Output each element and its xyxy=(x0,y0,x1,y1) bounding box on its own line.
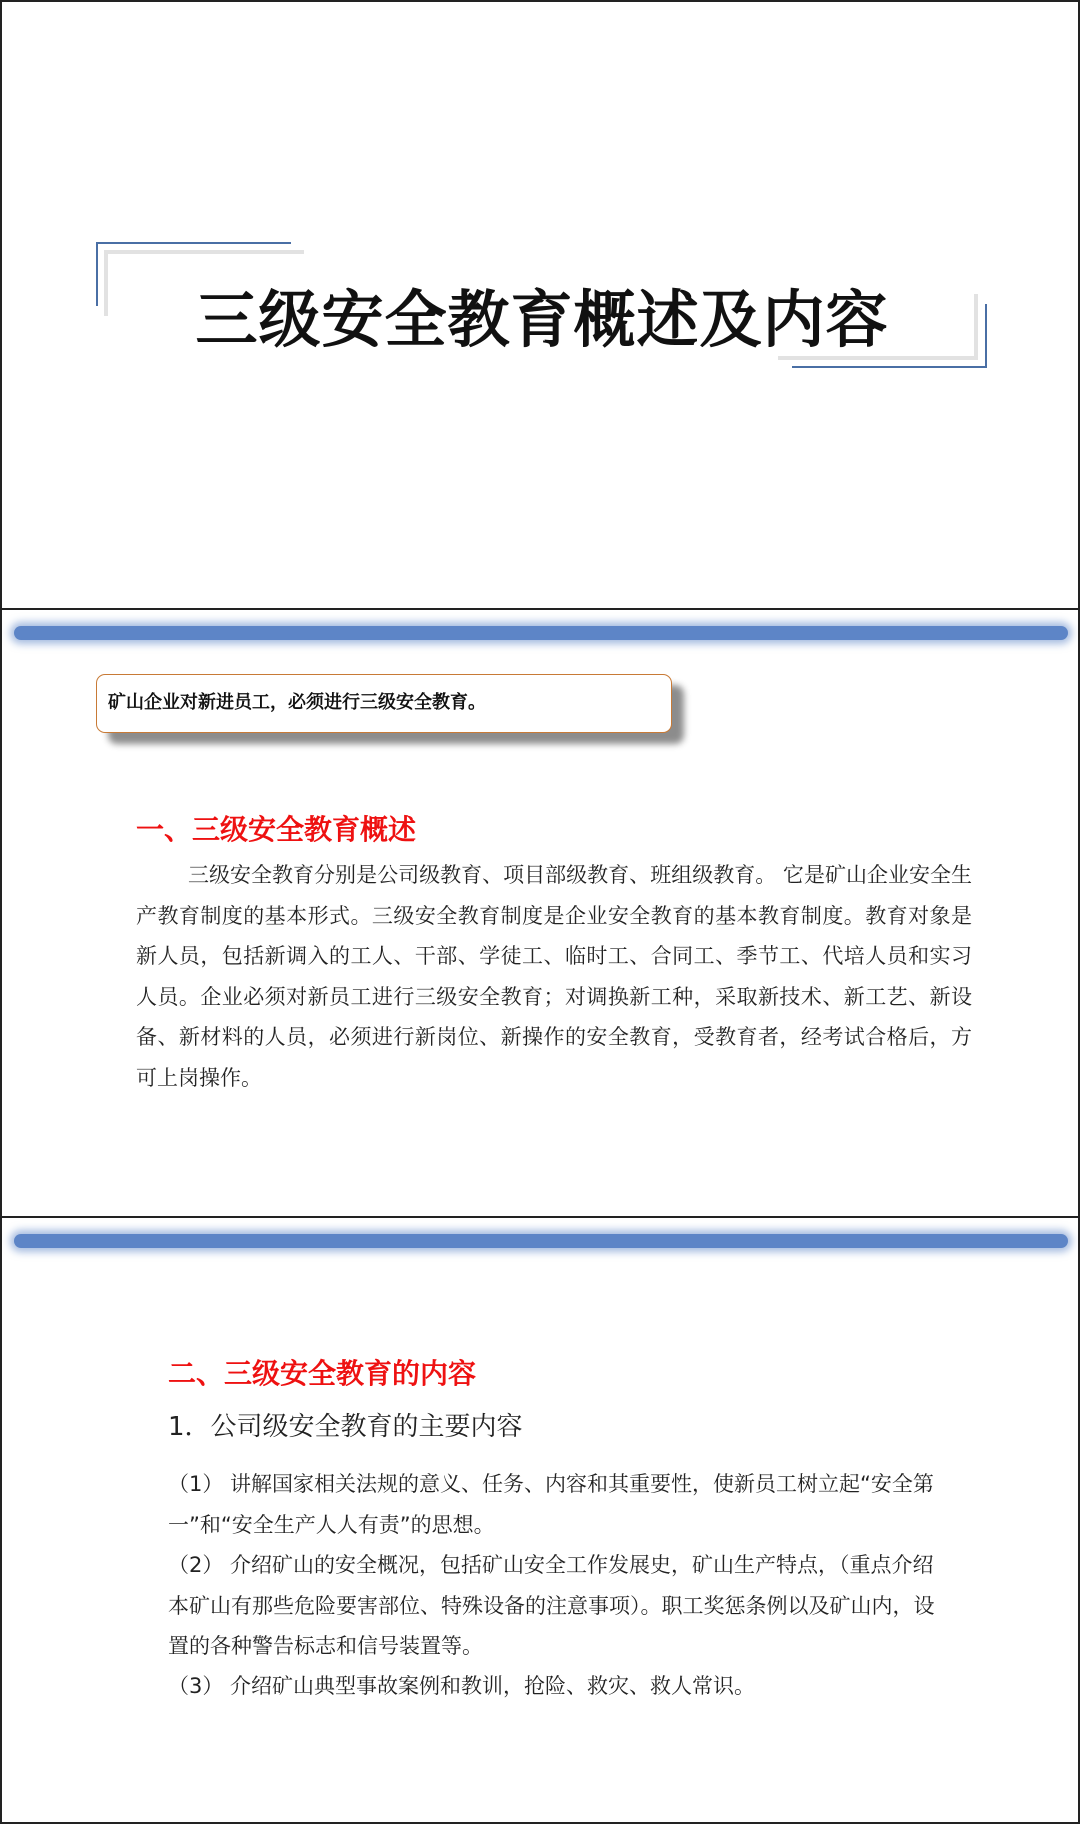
section-heading: 一、三级安全教育概述 xyxy=(136,813,417,846)
callout-box: 矿山企业对新进员工，必须进行三级安全教育。 xyxy=(96,674,672,733)
list-item: （3） 介绍矿山典型事故案例和教训，抢险、救灾、救人常识。 xyxy=(168,1674,756,1698)
header-bar xyxy=(14,626,1068,640)
list-item: （2） 介绍矿山的安全概况，包括矿山安全工作发展史，矿山生产特点，（重点介绍本矿山有那些危险要害部位、特殊设备的注意事项）。职工奖惩条例以及矿山内，设置的各种警告标志和信号装置等。 xyxy=(168,1553,935,1658)
slide-content xyxy=(0,1216,1080,1824)
header-bar xyxy=(14,1234,1068,1248)
section-heading: 二、三级安全教育的内容 xyxy=(168,1357,477,1390)
slide-title xyxy=(0,0,1080,610)
slide-overview xyxy=(0,608,1080,1218)
subheading: 1．公司级安全教育的主要内容 xyxy=(168,1412,523,1442)
overview-paragraph: 三级安全教育分别是公司级教育、项目部级教育、班组级教育。 它是矿山企业安全生产教育制度的基本形式。三级安全教育制度是企业安全教育的基本教育制度。教育对象是新人员，包括新调入的工人、干部、学徒工、临时工、合同工、季节工、代培人员和实习人员。企业必须对新员工进行三级安全教育；对调换新工种，采取新技术、新工艺、新设备、新材料的人员，必须进行新岗位、新操作的安全教育，受教育者，经考试合格后，方可上岗操作。 xyxy=(136,863,972,1090)
list-item: （1） 讲解国家相关法规的意义、任务、内容和其重要性，使新员工树立起“安全第一”和“安全生产人人有责”的思想。 xyxy=(168,1472,934,1537)
page-title: 三级安全教育概述及内容 xyxy=(195,283,889,356)
